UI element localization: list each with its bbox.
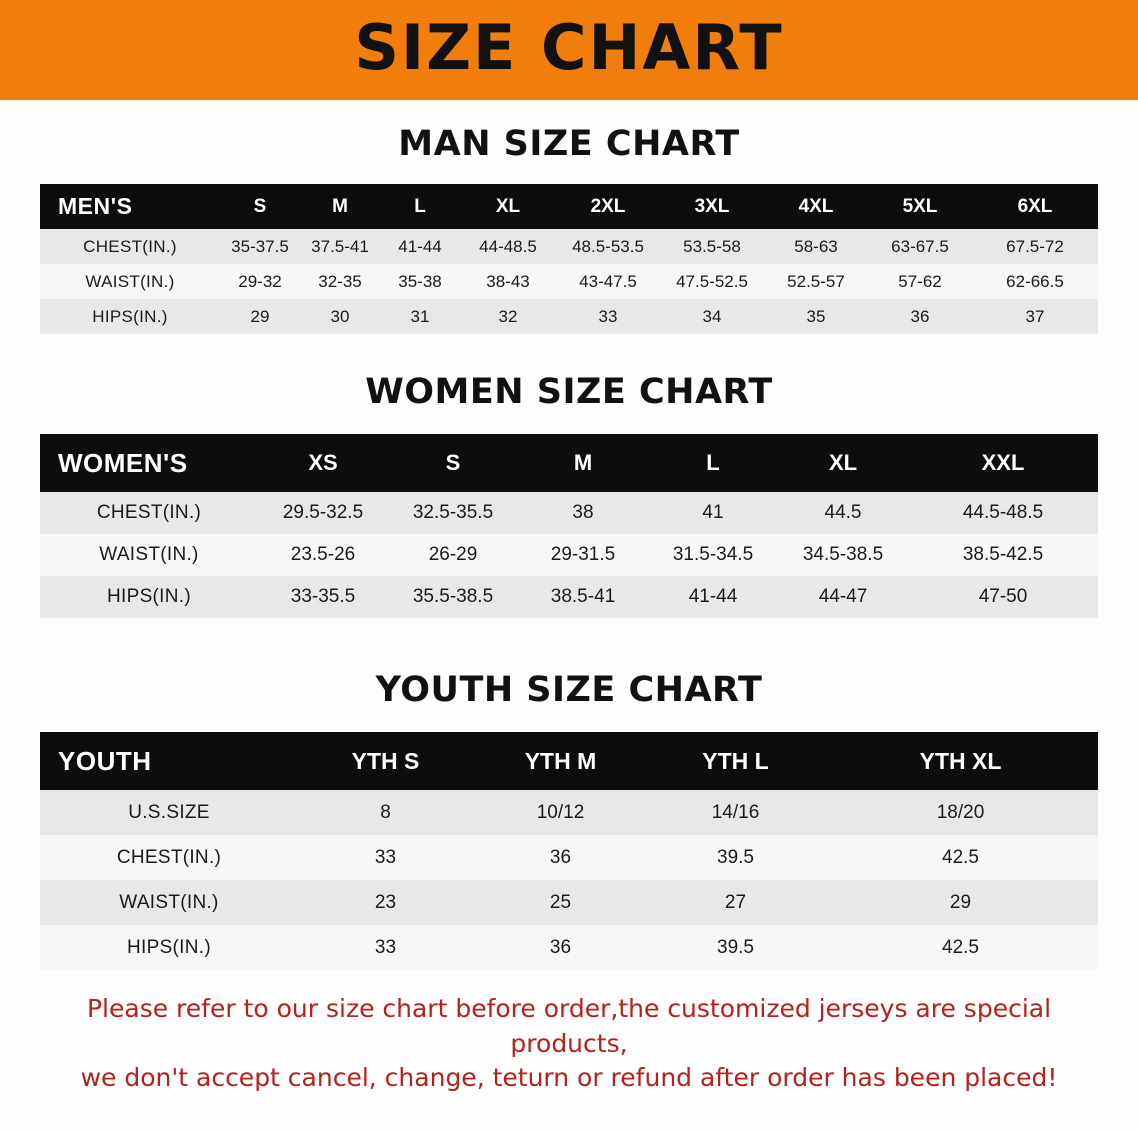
youth-header-cell: YTH S [298,732,473,790]
women-cell: 41-44 [688,586,738,607]
youth-cell: 36 [549,846,572,868]
men-row-label: WAIST(IN.) [85,271,175,291]
women-header-row [40,434,1098,492]
youth-cell: 14/16 [711,801,760,823]
youth-cell: 8 [380,801,391,823]
men-size-table [40,184,1098,334]
women-header-cell: XL [778,434,908,492]
women-cell: 32.5-35.5 [412,502,494,523]
women-cell: 23.5-26 [290,544,356,565]
men-cell: 34 [702,306,722,326]
policy-note [40,992,1098,1096]
women-cell: 31.5-34.5 [672,544,754,565]
men-cell: 30 [330,306,350,326]
men-cell: 37 [1025,306,1045,326]
men-header-cell: MEN'S [40,184,220,229]
youth-cell: 23 [374,891,397,913]
women-section-heading: WOMEN SIZE CHART [365,372,773,412]
men-cell: 47.5-52.5 [676,271,748,291]
women-header-cell: M [518,434,648,492]
women-cell: 41 [702,502,724,523]
youth-cell: 18/20 [936,801,985,823]
women-cell: 29-31.5 [550,544,616,565]
youth-cell: 33 [374,936,397,958]
table-row [40,229,1098,264]
youth-row-label: CHEST(IN.) [116,846,222,868]
men-cell: 62-66.5 [1006,271,1064,291]
men-header-cell: 5XL [868,184,972,229]
youth-row-label: U.S.SIZE [128,801,210,823]
youth-cell: 39.5 [717,846,754,868]
men-cell: 38-43 [486,271,530,291]
table-row [40,835,1098,880]
men-cell: 35 [806,306,826,326]
table-row [40,925,1098,970]
table-row [40,576,1098,618]
men-cell: 52.5-57 [787,271,845,291]
men-cell: 33 [598,306,618,326]
men-cell: 29 [250,306,270,326]
men-cell: 35-37.5 [231,236,289,256]
women-cell: 38.5-42.5 [962,544,1044,565]
table-row [40,880,1098,925]
women-header-cell: S [388,434,518,492]
women-cell: 44.5-48.5 [962,502,1044,523]
men-header-cell: 4XL [764,184,868,229]
youth-header-row [40,732,1098,790]
women-cell: 35.5-38.5 [412,586,494,607]
table-row [40,534,1098,576]
men-cell: 48.5-53.5 [572,236,644,256]
page-banner [0,0,1138,100]
youth-cell: 29 [949,891,972,913]
youth-cell: 42.5 [942,936,979,958]
women-cell: 33-35.5 [290,586,356,607]
youth-cell: 39.5 [717,936,754,958]
men-cell: 67.5-72 [1006,236,1064,256]
men-cell: 32 [498,306,518,326]
men-cell: 58-63 [794,236,838,256]
women-cell: 26-29 [428,544,478,565]
youth-cell: 36 [549,936,572,958]
men-cell: 29-32 [238,271,282,291]
youth-header-cell: YTH L [648,732,823,790]
men-cell: 36 [910,306,930,326]
youth-header-cell: YTH XL [823,732,1098,790]
men-cell: 63-67.5 [891,236,949,256]
men-cell: 57-62 [898,271,942,291]
men-cell: 37.5-41 [311,236,369,256]
men-cell: 41-44 [398,236,442,256]
women-cell: 47-50 [978,586,1028,607]
table-row [40,299,1098,334]
women-header-cell: XS [258,434,388,492]
men-header-cell: M [300,184,380,229]
women-row-label: CHEST(IN.) [96,502,202,523]
men-cell: 32-35 [318,271,362,291]
women-cell: 38 [572,502,594,523]
men-header-cell: S [220,184,300,229]
women-size-table [40,434,1098,618]
men-header-cell: 6XL [972,184,1098,229]
youth-cell: 10/12 [536,801,585,823]
women-header-cell: L [648,434,778,492]
youth-cell: 33 [374,846,397,868]
men-cell: 43-47.5 [579,271,637,291]
youth-row-label: HIPS(IN.) [127,936,211,958]
youth-row-label: WAIST(IN.) [119,891,219,913]
women-cell: 38.5-41 [550,586,616,607]
youth-size-table [40,732,1098,970]
men-header-cell: L [380,184,460,229]
youth-section-heading: YOUTH SIZE CHART [375,670,763,710]
men-cell: 44-48.5 [479,236,537,256]
men-cell: 31 [410,306,430,326]
women-cell: 29.5-32.5 [282,502,364,523]
women-cell: 44-47 [818,586,868,607]
women-cell: 34.5-38.5 [802,544,884,565]
table-row [40,790,1098,835]
page-title: SIZE CHART [354,11,784,84]
youth-cell: 25 [549,891,572,913]
policy-note-line-1: Please refer to our size chart before order,the customized jerseys are special products, [86,994,1052,1058]
men-section-heading: MAN SIZE CHART [398,124,740,164]
women-row-label: HIPS(IN.) [107,586,191,607]
men-header-cell: 2XL [556,184,660,229]
men-header-cell: 3XL [660,184,764,229]
women-cell: 44.5 [824,502,862,523]
table-row [40,492,1098,534]
youth-cell: 27 [724,891,747,913]
men-header-cell: XL [460,184,556,229]
policy-note-line-2: we don't accept cancel, change, teturn or refund after order has been placed! [80,1063,1058,1092]
youth-cell: 42.5 [942,846,979,868]
women-header-cell: XXL [908,434,1098,492]
women-row-label: WAIST(IN.) [99,544,199,565]
table-row [40,264,1098,299]
men-cell: 53.5-58 [683,236,741,256]
women-header-cell: WOMEN'S [40,434,258,492]
youth-header-cell: YOUTH [40,732,298,790]
men-row-label: CHEST(IN.) [83,236,177,256]
men-row-label: HIPS(IN.) [92,306,168,326]
men-header-row [40,184,1098,229]
youth-header-cell: YTH M [473,732,648,790]
men-cell: 35-38 [398,271,442,291]
